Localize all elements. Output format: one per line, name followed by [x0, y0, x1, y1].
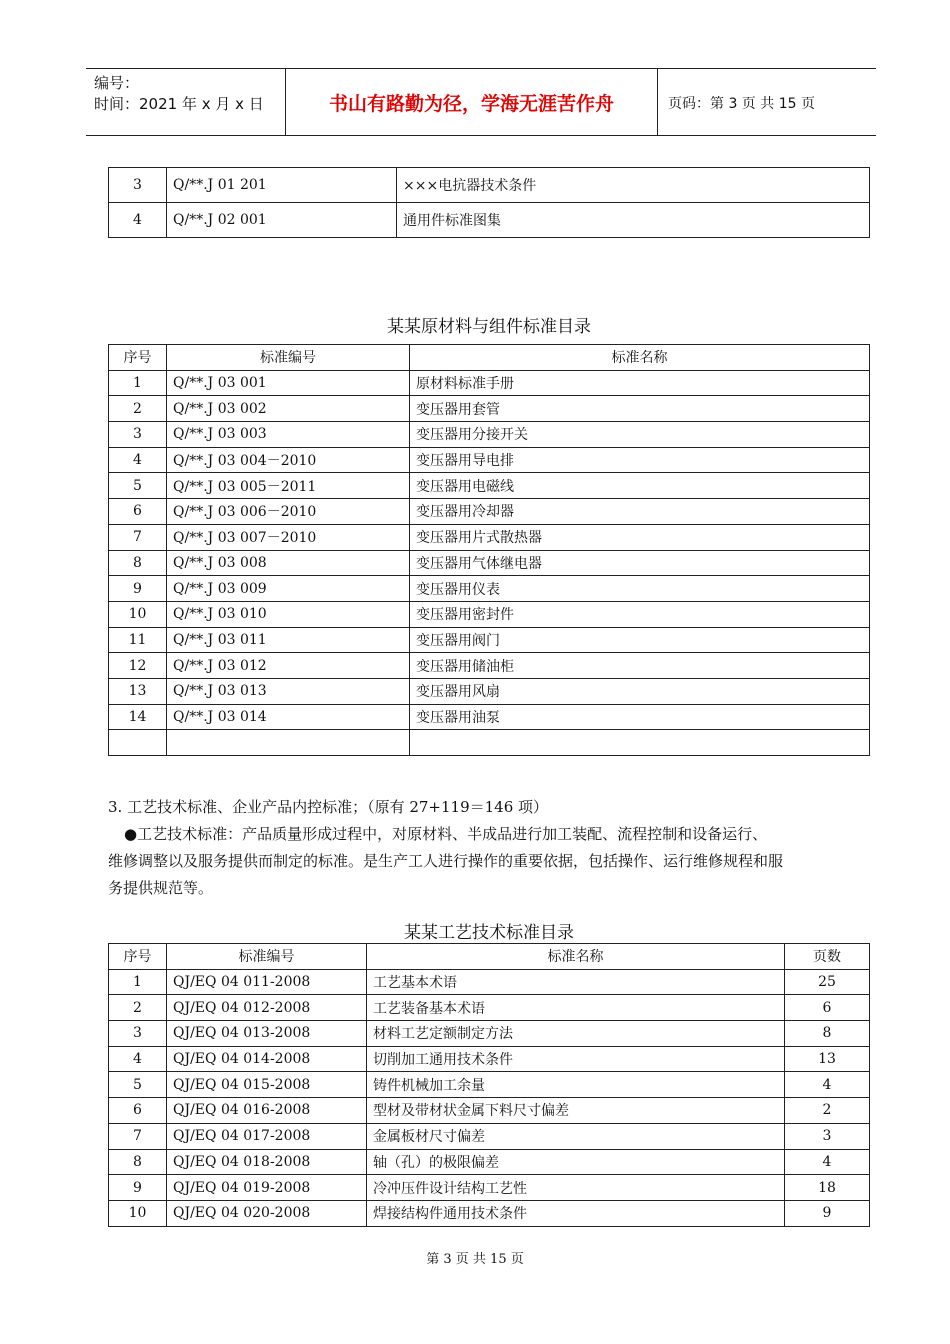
table-cell: 焊接结构件通用技术条件	[367, 1200, 785, 1226]
table-row	[109, 969, 870, 995]
table-cell: 3	[109, 1021, 167, 1047]
table-cell: 变压器用冷却器	[410, 499, 870, 525]
table-cell	[410, 730, 870, 756]
table-cell: 2	[109, 995, 167, 1021]
table-cell: ×××电抗器技术条件	[397, 168, 870, 203]
table-cell: 3	[109, 422, 167, 448]
table-row	[109, 1021, 870, 1047]
table-cell: 工艺装备基本术语	[367, 995, 785, 1021]
table-cell: 变压器用套管	[410, 396, 870, 422]
table-cell: 型材及带材状金属下料尺寸偏差	[367, 1098, 785, 1124]
table-cell: QJ/EQ 04 013-2008	[167, 1021, 367, 1047]
table-cell: Q/**.J 03 011	[167, 627, 410, 653]
table-cell: Q/**.J 03 003	[167, 422, 410, 448]
table-cell: 通用件标准图集	[397, 203, 870, 238]
process-table	[108, 943, 870, 1227]
table-cell: 10	[109, 1200, 167, 1226]
materials-table	[108, 344, 870, 756]
table-header-row	[109, 345, 870, 371]
table-cell: 11	[109, 627, 167, 653]
table-row	[109, 203, 870, 238]
section-heading: 3. 工艺技术标准、企业产品内控标准；（原有 27+119＝146 项）	[108, 798, 549, 816]
table-row	[109, 678, 870, 704]
table-row	[109, 499, 870, 525]
table-row	[109, 730, 870, 756]
table-cell: QJ/EQ 04 014-2008	[167, 1046, 367, 1072]
table-row	[109, 1200, 870, 1226]
section-paragraph: 务提供规范等。	[108, 879, 214, 897]
page-footer: 第 3 页 共 15 页	[426, 1252, 524, 1267]
table-cell: Q/**.J 03 002	[167, 396, 410, 422]
table-row	[109, 447, 870, 473]
table-cell: 13	[109, 678, 167, 704]
section-paragraph: ●工艺技术标准：产品质量形成过程中，对原材料、半成品进行加工装配、流程控制和设备运行、	[124, 825, 768, 843]
table-row	[109, 422, 870, 448]
table-cell: 轴（孔）的极限偏差	[367, 1149, 785, 1175]
table-cell: 4	[785, 1072, 870, 1098]
table-cell: QJ/EQ 04 012-2008	[167, 995, 367, 1021]
table-cell: 18	[785, 1175, 870, 1201]
table-row	[109, 524, 870, 550]
section-paragraph: 维修调整以及服务提供而制定的标准。是生产工人进行操作的重要依据，包括操作、运行维修规程和服	[108, 852, 784, 870]
table-cell: 9	[109, 576, 167, 602]
table-row	[109, 1046, 870, 1072]
col-header: 标准名称	[410, 345, 870, 371]
table-cell: Q/**.J 03 005－2011	[167, 473, 410, 499]
table-row	[109, 168, 870, 203]
table-header-row	[109, 944, 870, 970]
label-no: 编号：	[94, 74, 140, 92]
table-cell: Q/**.J 03 009	[167, 576, 410, 602]
table-cell: 8	[109, 550, 167, 576]
col-header: 序号	[109, 345, 167, 371]
table-cell: 变压器用仪表	[410, 576, 870, 602]
table-row	[109, 1123, 870, 1149]
table-cell	[167, 730, 410, 756]
table-row	[109, 370, 870, 396]
header-left	[94, 73, 264, 115]
table-cell: 变压器用阀门	[410, 627, 870, 653]
table-cell: 金属板材尺寸偏差	[367, 1123, 785, 1149]
table-cell: Q/**.J 03 001	[167, 370, 410, 396]
table-cell: QJ/EQ 04 020-2008	[167, 1200, 367, 1226]
table-cell: Q/**.J 03 012	[167, 653, 410, 679]
table-cell: 25	[785, 969, 870, 995]
table-cell: Q/**.J 03 008	[167, 550, 410, 576]
table-cell: 切削加工通用技术条件	[367, 1046, 785, 1072]
table-cell: Q/**.J 01 201	[167, 168, 397, 203]
col-header: 标准名称	[367, 944, 785, 970]
table-cell: 5	[109, 473, 167, 499]
table-cell: 5	[109, 1072, 167, 1098]
table-cell: 6	[109, 499, 167, 525]
table-row	[109, 473, 870, 499]
table-cell: 8	[785, 1021, 870, 1047]
table-cell: 1	[109, 370, 167, 396]
table-cell: 9	[785, 1200, 870, 1226]
table-cell: 变压器用电磁线	[410, 473, 870, 499]
table-cell: 4	[109, 203, 167, 238]
table-cell: 7	[109, 1123, 167, 1149]
table-cell: QJ/EQ 04 018-2008	[167, 1149, 367, 1175]
table-prev	[108, 167, 870, 238]
table-cell: 1	[109, 969, 167, 995]
col-header: 页数	[785, 944, 870, 970]
table-row	[109, 1175, 870, 1201]
table-cell: 材料工艺定额制定方法	[367, 1021, 785, 1047]
table-cell: 变压器用密封件	[410, 601, 870, 627]
table-cell: 4	[109, 1046, 167, 1072]
table-cell: 8	[109, 1149, 167, 1175]
table-row	[109, 995, 870, 1021]
col-header: 标准编号	[167, 944, 367, 970]
table-row	[109, 704, 870, 730]
table-cell: 变压器用风扇	[410, 678, 870, 704]
table-cell: Q/**.J 02 001	[167, 203, 397, 238]
table-cell: 7	[109, 524, 167, 550]
table-cell: 4	[785, 1149, 870, 1175]
table-cell: 变压器用储油柜	[410, 653, 870, 679]
page-header	[86, 68, 876, 136]
col-header: 序号	[109, 944, 167, 970]
col-header: 标准编号	[167, 345, 410, 371]
table-cell: 6	[785, 995, 870, 1021]
table-cell: 4	[109, 447, 167, 473]
table-cell: 变压器用片式散热器	[410, 524, 870, 550]
table-cell: 12	[109, 653, 167, 679]
label-time: 时间：2021 年 x 月 x 日	[94, 95, 264, 113]
table-cell: 铸件机械加工余量	[367, 1072, 785, 1098]
table-row	[109, 576, 870, 602]
table-cell: 3	[785, 1123, 870, 1149]
table-cell: 原材料标准手册	[410, 370, 870, 396]
materials-caption: 某某原材料与组件标准目录	[387, 317, 591, 337]
table-row	[109, 396, 870, 422]
table-cell: 变压器用油泵	[410, 704, 870, 730]
table-row	[109, 1098, 870, 1124]
table-cell: 变压器用导电排	[410, 447, 870, 473]
table-cell: Q/**.J 03 013	[167, 678, 410, 704]
table-cell: 10	[109, 601, 167, 627]
table-cell: QJ/EQ 04 017-2008	[167, 1123, 367, 1149]
table-row	[109, 653, 870, 679]
table-row	[109, 1072, 870, 1098]
table-cell	[109, 730, 167, 756]
header-motto: 书山有路勤为径，学海无涯苦作舟	[285, 69, 658, 135]
header-page-info: 页码：第 3 页 共 15 页	[668, 96, 815, 112]
section-3	[108, 794, 870, 902]
table-cell: 工艺基本术语	[367, 969, 785, 995]
table-cell: 3	[109, 168, 167, 203]
table-row	[109, 1149, 870, 1175]
table-cell: Q/**.J 03 007－2010	[167, 524, 410, 550]
table-cell: 13	[785, 1046, 870, 1072]
table-cell: 6	[109, 1098, 167, 1124]
table-cell: 冷冲压件设计结构工艺性	[367, 1175, 785, 1201]
table-row	[109, 601, 870, 627]
table-cell: Q/**.J 03 010	[167, 601, 410, 627]
table-cell: Q/**.J 03 006－2010	[167, 499, 410, 525]
table-cell: 9	[109, 1175, 167, 1201]
table-cell: 14	[109, 704, 167, 730]
table-cell: QJ/EQ 04 015-2008	[167, 1072, 367, 1098]
table-cell: QJ/EQ 04 011-2008	[167, 969, 367, 995]
table-cell: QJ/EQ 04 016-2008	[167, 1098, 367, 1124]
process-caption: 某某工艺技术标准目录	[404, 923, 574, 943]
table-row	[109, 550, 870, 576]
table-cell: 2	[109, 396, 167, 422]
table-cell: Q/**.J 03 004－2010	[167, 447, 410, 473]
table-row	[109, 627, 870, 653]
table-cell: 变压器用分接开关	[410, 422, 870, 448]
table-cell: 2	[785, 1098, 870, 1124]
table-cell: QJ/EQ 04 019-2008	[167, 1175, 367, 1201]
table-cell: Q/**.J 03 014	[167, 704, 410, 730]
table-cell: 变压器用气体继电器	[410, 550, 870, 576]
